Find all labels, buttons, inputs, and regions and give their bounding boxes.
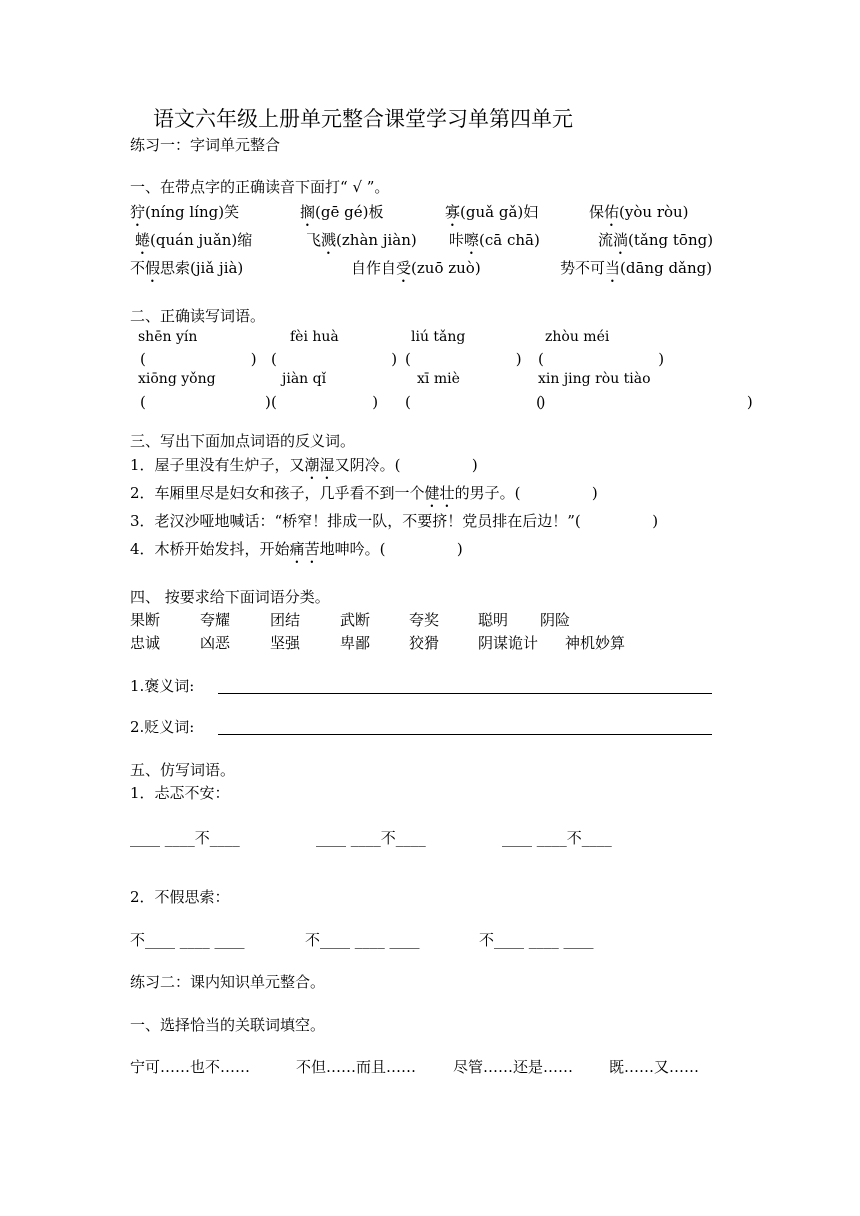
vocab-word: 坚强 xyxy=(270,634,301,652)
vocab-word: 夸耀 xyxy=(200,611,231,629)
commendatory-label: 1.褒义词: xyxy=(130,677,195,695)
answer-blank[interactable]: ( ) xyxy=(140,393,271,411)
vocab-word: 卑鄙 xyxy=(340,634,371,652)
pinyin-word: shēn yín xyxy=(138,329,198,345)
commendatory-answer-line[interactable] xyxy=(218,693,712,694)
section4-heading: 四、 按要求给下面词语分类。 xyxy=(130,588,330,606)
pinyin-item: 咔嚓(cā chā) xyxy=(449,231,540,249)
pinyin-word: xiōng yǒng xyxy=(138,371,216,387)
antonym-question: 1．屋子里没有生炉子，又潮湿又阴冷。( ) xyxy=(130,456,478,474)
conjunction-option: 尽管……还是…… xyxy=(453,1058,574,1076)
pinyin-word: jiàn qǐ xyxy=(282,371,327,387)
pinyin-word: xin jing ròu tiào xyxy=(538,371,651,387)
pinyin-item: 不假思索(jiǎ jià) xyxy=(130,259,244,277)
conjunction-option: 宁可……也不…… xyxy=(130,1058,251,1076)
vocab-word: 果断 xyxy=(130,611,161,629)
derogatory-answer-line[interactable] xyxy=(218,734,712,735)
vocab-word: 忠诚 xyxy=(130,634,161,652)
pinyin-item: 狞(níng líng)笑 xyxy=(130,203,240,221)
imitation-blank[interactable]: ____ ____不____ xyxy=(130,829,240,847)
vocab-word: 聪明 xyxy=(478,611,509,629)
answer-blank[interactable]: ( ) xyxy=(271,393,379,411)
pinyin-item: 飞溅(zhàn jiàn) xyxy=(306,231,417,249)
pinyin-item: 寡(guǎ gǎ)妇 xyxy=(445,203,539,221)
pinyin-item: 搁(gē gé)板 xyxy=(300,203,384,221)
pinyin-item: 蜷(quán juǎn)缩 xyxy=(135,231,253,249)
vocab-word: 阴谋诡计 xyxy=(478,634,539,652)
antonym-question: 4．木桥开始发抖，开始痛苦地呻吟。( ) xyxy=(130,540,463,558)
pinyin-word: xī miè xyxy=(417,371,460,387)
answer-blank[interactable]: ( ) xyxy=(405,350,522,368)
antonym-question: 2．车厢里尽是妇女和孩子，几乎看不到一个健壮的男子。( ) xyxy=(130,484,598,502)
conjunction-option: 既……又…… xyxy=(609,1058,700,1076)
pinyin-item: 势不可当(dāng dǎng) xyxy=(560,259,713,277)
vocab-word: 夸奖 xyxy=(409,611,440,629)
vocab-word: 阴险 xyxy=(540,611,571,629)
imitation-blank[interactable]: 不____ ____ ____ xyxy=(305,931,420,949)
pinyin-item: 流淌(tǎng tōng) xyxy=(598,231,714,249)
vocab-word: 凶恶 xyxy=(200,634,231,652)
pinyin-item: 保佑(yòu ròu) xyxy=(589,203,689,221)
section2-heading: 二、正确读写词语。 xyxy=(130,307,266,325)
answer-blank[interactable]: ( ) xyxy=(140,350,257,368)
exercise2-section1-heading: 一、选择恰当的关联词填空。 xyxy=(130,1016,326,1034)
conjunction-option: 不但……而且…… xyxy=(296,1058,417,1076)
pinyin-word: zhòu méi xyxy=(545,329,610,345)
section5-heading: 五、仿写词语。 xyxy=(130,761,236,779)
answer-blank[interactable]: ( ) xyxy=(536,393,753,411)
pinyin-word: fèi huà xyxy=(290,329,339,345)
imitation-blank[interactable]: ____ ____不____ xyxy=(316,829,426,847)
section1-heading: 一、在带点字的正确读音下面打“ √ ”。 xyxy=(130,178,390,196)
section3-heading: 三、写出下面加点词语的反义词。 xyxy=(130,432,356,450)
imitation-item2-label: 2．不假思索： xyxy=(130,888,230,906)
imitation-blank[interactable]: ____ ____不____ xyxy=(502,829,612,847)
vocab-word: 团结 xyxy=(270,611,301,629)
derogatory-label: 2.贬义词: xyxy=(130,718,195,736)
answer-blank[interactable]: ( ) xyxy=(405,393,546,411)
answer-blank[interactable]: ( ) xyxy=(271,350,398,368)
vocab-word: 狡猾 xyxy=(409,634,440,652)
exercise1-heading: 练习一：字词单元整合 xyxy=(130,136,281,154)
imitation-blank[interactable]: 不____ ____ ____ xyxy=(479,931,594,949)
pinyin-item: 自作自受(zuō zuò) xyxy=(351,259,481,277)
vocab-word: 神机妙算 xyxy=(565,634,626,652)
imitation-item1-label: 1．忐忑不安： xyxy=(130,784,230,802)
exercise2-heading: 练习二：课内知识单元整合。 xyxy=(130,973,326,991)
answer-blank[interactable]: ( ) xyxy=(538,350,665,368)
imitation-blank[interactable]: 不____ ____ ____ xyxy=(130,931,245,949)
vocab-word: 武断 xyxy=(340,611,371,629)
page-title: 语文六年级上册单元整合课堂学习单第四单元 xyxy=(153,107,573,131)
antonym-question: 3．老汉沙哑地喊话：“桥窄！排成一队，不要挤！党员排在后边！”( ) xyxy=(130,512,659,530)
pinyin-word: liú tǎng xyxy=(411,329,466,345)
